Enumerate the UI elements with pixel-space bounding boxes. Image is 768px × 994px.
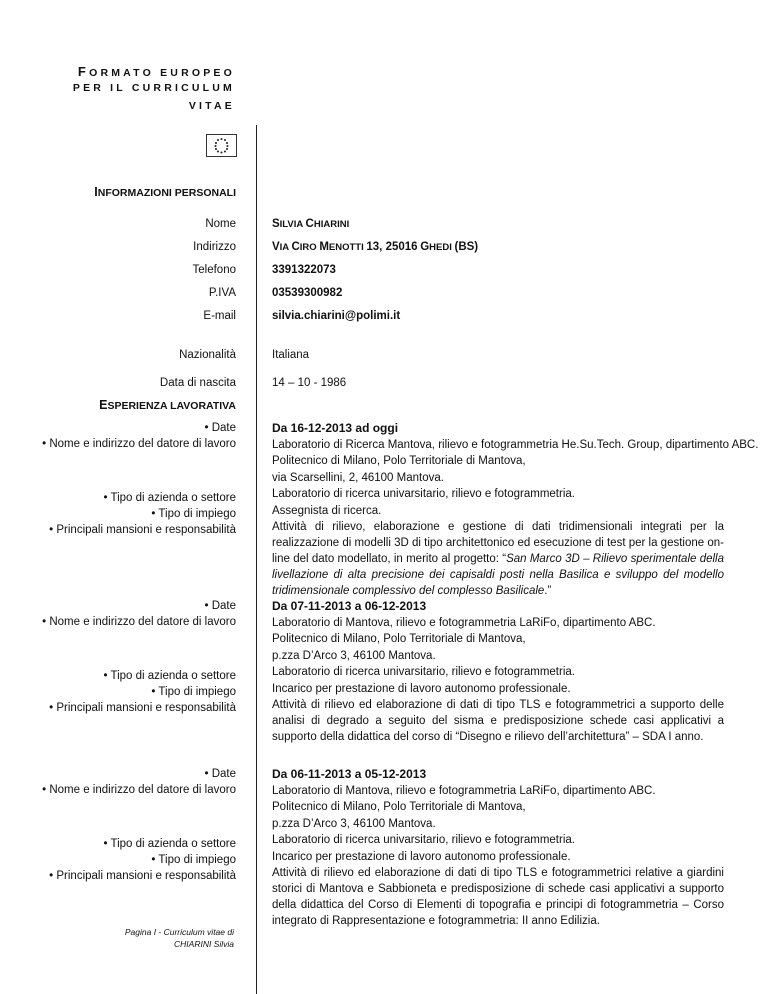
document-title-line2: PER IL CURRICULUM: [72, 82, 235, 94]
document-title-line1: FORMATO EUROPEO: [77, 64, 235, 79]
footer-line1: Pagina I - Curriculum vitae di: [124, 927, 234, 937]
label-date: • Date: [204, 768, 236, 780]
job-employer-line: Politecnico di Milano, Polo Territoriale di Mantova,: [272, 455, 526, 467]
label-employment: • Tipo di impiego: [151, 508, 236, 520]
job-employment: Incarico per prestazione di lavoro autonomo professionale.: [272, 850, 571, 863]
label-employer: • Nome e indirizzo del datore di lavoro: [42, 438, 236, 450]
label-employment: • Tipo di impiego: [151, 854, 236, 866]
label-nationality: Nazionalità: [179, 349, 236, 361]
job-date: Da 16-12-2013 ad oggi: [272, 421, 399, 435]
job-labels: [42, 598, 236, 716]
label-employer: • Nome e indirizzo del datore di lavoro: [42, 784, 236, 796]
label-employment: • Tipo di impiego: [151, 686, 236, 698]
label-address: Indirizzo: [193, 241, 236, 253]
job-employer-line: Politecnico di Milano, Polo Territoriale di Mantova,: [272, 633, 526, 645]
job-content: [272, 420, 759, 599]
value-email: silvia.chiarini@polimi.it: [272, 310, 401, 322]
job-employment: Incarico per prestazione di lavoro autonomo professionale.: [272, 682, 571, 695]
label-date: • Date: [204, 600, 236, 612]
value-name: SILVIA CHIARINI: [272, 218, 350, 230]
label-sector: • Tipo di azienda o settore: [103, 492, 236, 504]
footer-line2: CHIARINI Silvia: [174, 939, 234, 949]
section-personal-info: INFORMAZIONI PERSONALI: [94, 185, 236, 199]
label-vat: P.IVA: [208, 287, 236, 299]
job-sector: Laboratorio di ricerca univarsitario, rilievo e fotogrammetria.: [272, 666, 575, 678]
column-divider: [256, 125, 257, 994]
job-date: Da 06-11-2013 a 05-12-2013: [272, 767, 427, 781]
label-duties: • Principali mansioni e responsabilità: [49, 524, 236, 536]
label-duties: • Principali mansioni e responsabilità: [49, 870, 236, 882]
section-work-experience: ESPERIENZA LAVORATIVA: [99, 398, 236, 412]
job-employer-line: Laboratorio di Ricerca Mantova, rilievo e fotogrammetria He.Su.Tech. Group, dipartimento ABC.: [272, 438, 759, 451]
job-duties: Attività di rilievo, elaborazione e gestione di dati tridimensionali integrati per la realizzazione di modelli 3D di tipo architettonico ed esecuzione di test per la gestione on-line del dato modellato, in merito al progetto: “San Marco 3D – Rilievo sperimentale della livellazione di alta precisione dei capisaldi posti nella Basilica e sviluppo del modello tridimensionale complessivo del complesso Basilicale.”: [272, 521, 724, 597]
value-nationality: Italiana: [272, 349, 310, 361]
label-phone: Telefono: [192, 264, 236, 276]
job-employer-line: Laboratorio di Mantova, rilievo e fotogrammetria LaRiFo, dipartimento ABC.: [272, 784, 656, 797]
label-sector: • Tipo di azienda o settore: [103, 838, 236, 850]
job-sector: Laboratorio di ricerca univarsitario, rilievo e fotogrammetria.: [272, 488, 575, 500]
job-employer-line: p.zza D’Arco 3, 46100 Mantova.: [272, 817, 436, 830]
job-labels: [42, 420, 236, 538]
value-birthdate: 14 – 10 - 1986: [272, 377, 347, 389]
job-employer-line: via Scarsellini, 2, 46100 Mantova.: [272, 471, 444, 484]
label-email: E-mail: [203, 310, 236, 322]
job-sector: Laboratorio di ricerca univarsitario, rilievo e fotogrammetria.: [272, 834, 575, 846]
value-vat: 03539300982: [272, 287, 343, 299]
document-title-line3: VITAE: [188, 100, 235, 112]
page-footer: [125, 926, 234, 950]
job-duties: Attività di rilievo ed elaborazione di dati di tipo TLS e fotogrammetrici a supporto delle analisi di degrado a seguito del sisma e predisposizione schede casi applicativi a supporto della didattica del corso di “Disegno e rilievo dell’architettura” – SDA I anno.: [272, 699, 724, 743]
job-content: [272, 766, 724, 929]
job-employer-line: Politecnico di Milano, Polo Territoriale di Mantova,: [272, 801, 526, 813]
label-name: Nome: [205, 218, 236, 230]
job-labels: [42, 766, 236, 884]
job-employer-line: p.zza D’Arco 3, 46100 Mantova.: [272, 649, 436, 662]
job-content: [272, 598, 724, 745]
label-sector: • Tipo di azienda o settore: [103, 670, 236, 682]
label-birthdate: Data di nascita: [159, 377, 236, 389]
label-duties: • Principali mansioni e responsabilità: [49, 702, 236, 714]
job-duties: Attività di rilievo ed elaborazione di dati di tipo TLS e fotogrammetrici relative a giardini storici di Mantova e Sabbioneta e predisposizione di schede casi applicativi a supporto della didattica del Corso di Elementi di topografia e principi di fotogrammetria – Corso integrato di Rappresentazione e fotogrammetria: II anno Edilizia.: [272, 867, 724, 927]
label-employer: • Nome e indirizzo del datore di lavoro: [42, 616, 236, 628]
job-date: Da 07-11-2013 a 06-12-2013: [272, 599, 427, 613]
label-date: • Date: [204, 422, 236, 434]
eu-flag-icon: [206, 134, 237, 157]
job-employer-line: Laboratorio di Mantova, rilievo e fotogrammetria LaRiFo, dipartimento ABC.: [272, 616, 656, 629]
job-employment: Assegnista di ricerca.: [272, 504, 382, 517]
value-phone: 3391322073: [272, 264, 336, 276]
value-address: VIA CIRO MENOTTI 13, 25016 GHEDI (BS): [272, 241, 479, 253]
